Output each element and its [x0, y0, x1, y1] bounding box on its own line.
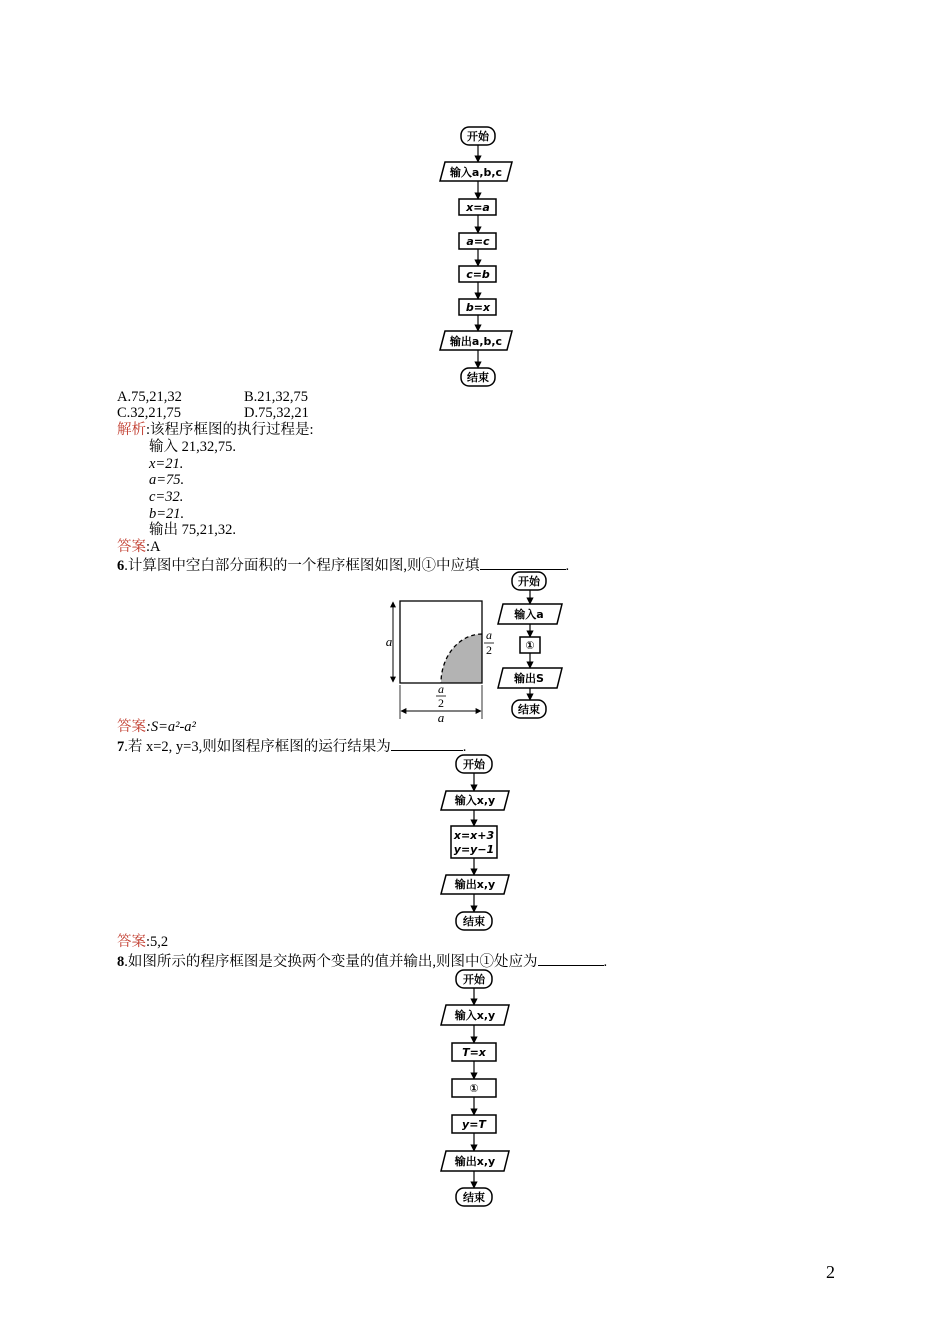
- start-label: 开始: [467, 130, 489, 143]
- option-a: A.75,21,32: [117, 389, 182, 405]
- half-label-numerator: a: [486, 628, 492, 642]
- step-label: y=y−1: [453, 843, 495, 856]
- blank-label: ①: [525, 639, 535, 652]
- answer-blank: [391, 737, 463, 751]
- answer-blank: [538, 952, 604, 966]
- step-label: y=T: [462, 1118, 486, 1131]
- question-7: [117, 737, 466, 755]
- step-label: x=a: [466, 201, 490, 214]
- step-label: c=b: [466, 268, 490, 281]
- flowchart-swap-abc: [430, 120, 530, 395]
- analysis-label: 解析: [117, 422, 146, 438]
- question-number: 6: [117, 558, 125, 574]
- analysis-step: c=32.: [149, 489, 184, 505]
- option-d: D.75,32,21: [244, 405, 309, 421]
- answer-label: 答案: [117, 719, 146, 735]
- question-8: [117, 952, 607, 970]
- question-number: 8: [117, 954, 125, 970]
- question-text: .如图所示的程序框图是交换两个变量的值并输出,则图中①处应为: [124, 954, 538, 970]
- answer-value: :5,2: [146, 934, 169, 950]
- start-label: 开始: [518, 575, 540, 588]
- half-label-denominator: 2: [486, 643, 492, 657]
- question-end: .: [462, 739, 467, 755]
- question-text: .计算图中空白部分面积的一个程序框图如图,则①中应填: [124, 558, 480, 574]
- analysis-text: :该程序框图的执行过程是:: [146, 422, 314, 438]
- end-label: 结束: [467, 371, 489, 384]
- step-label: b=x: [465, 301, 491, 314]
- answer-label: 答案: [117, 539, 146, 555]
- answer-value: :S=a²-a²: [146, 719, 196, 735]
- step-label: a=c: [466, 235, 490, 248]
- answer-line: [117, 539, 161, 555]
- answer-value: :A: [146, 539, 161, 555]
- page-number: 2: [826, 1262, 835, 1282]
- output-label: 输出x,y: [454, 878, 496, 891]
- analysis-line: [117, 422, 314, 438]
- start-label: 开始: [463, 758, 485, 771]
- step-label: T=x: [462, 1046, 486, 1059]
- analysis-step: a=75.: [149, 472, 185, 488]
- output-label: 输出S: [514, 672, 544, 685]
- answer-line: [117, 934, 168, 950]
- option-c: C.32,21,75: [117, 405, 182, 421]
- output-label: 输出x,y: [454, 1155, 496, 1168]
- bottom-label: a: [437, 710, 445, 725]
- blank-label: ①: [469, 1082, 479, 1095]
- half2-label-numerator: a: [438, 682, 444, 696]
- output-label: 输出a,b,c: [449, 335, 503, 348]
- answer-label: 答案: [117, 934, 146, 950]
- start-label: 开始: [463, 973, 485, 986]
- end-label: 结束: [463, 915, 485, 928]
- question-text: .若 x=2, y=3,则如图程序框图的运行结果为: [124, 739, 391, 755]
- flowchart-xy-update: [435, 750, 515, 935]
- half2-label-denominator: 2: [438, 696, 444, 710]
- end-label: 结束: [463, 1191, 485, 1204]
- analysis-step: 输出 75,21,32.: [149, 522, 236, 538]
- input-label: 输入a: [514, 608, 544, 621]
- answer-line: [117, 719, 196, 735]
- option-b: B.21,32,75: [244, 389, 309, 405]
- end-label: 结束: [518, 703, 540, 716]
- input-label: 输入x,y: [454, 1009, 496, 1022]
- shaded-square-figure: [380, 595, 500, 725]
- analysis-step: b=21.: [149, 506, 185, 522]
- step-label: x=x+3: [453, 829, 495, 842]
- side-label: a: [385, 634, 393, 649]
- input-label: 输入a,b,c: [449, 166, 503, 179]
- input-label: 输入x,y: [454, 794, 496, 807]
- analysis-step: 输入 21,32,75.: [149, 439, 236, 455]
- analysis-step: x=21.: [149, 456, 184, 472]
- question-end: .: [565, 558, 570, 574]
- question-number: 7: [117, 739, 125, 755]
- flowchart-area: [490, 568, 580, 723]
- flowchart-swap-xy: [435, 965, 515, 1215]
- question-end: .: [603, 954, 608, 970]
